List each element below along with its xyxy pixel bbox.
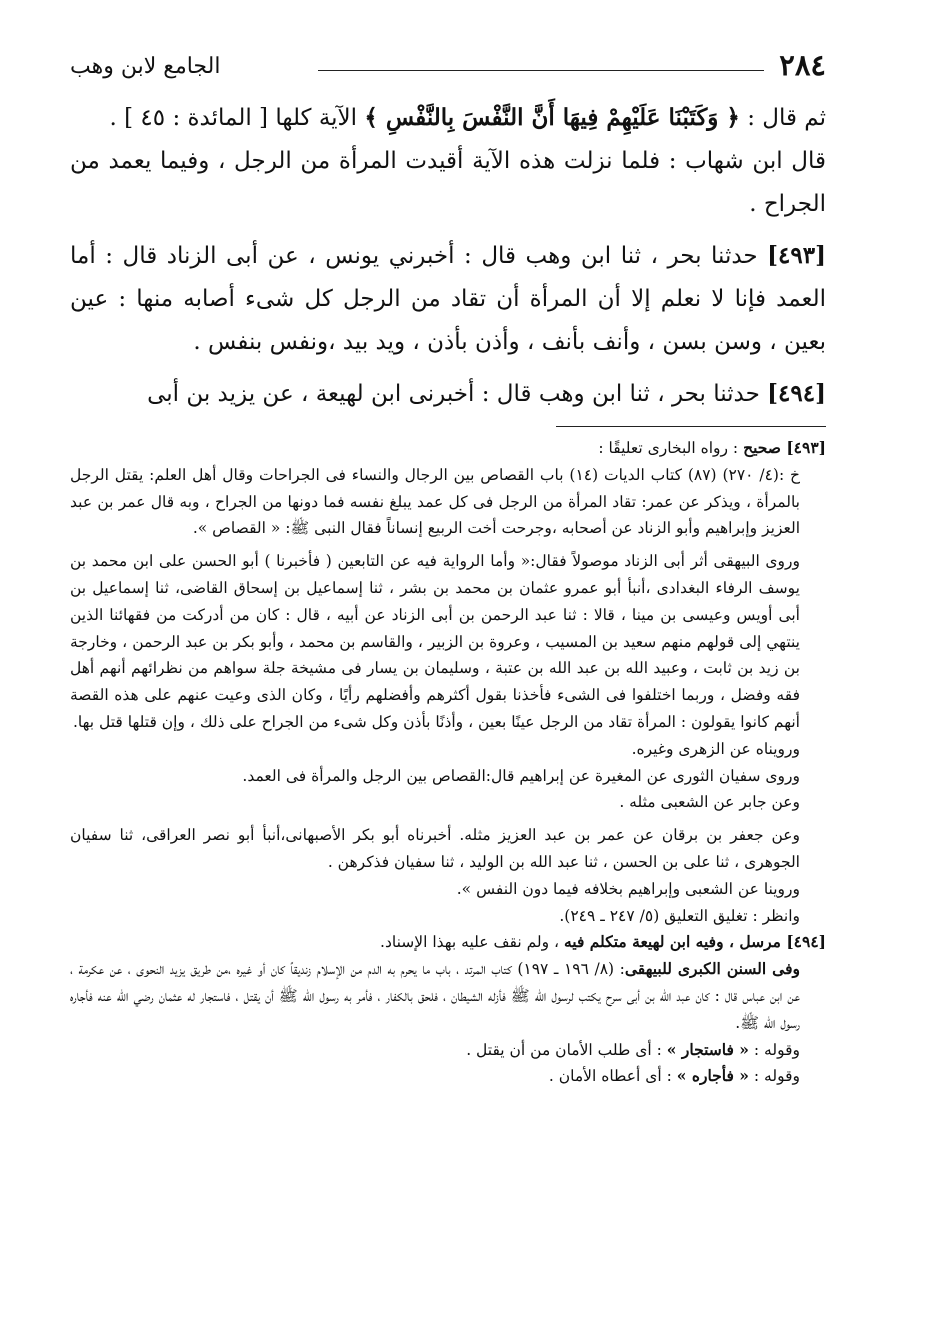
footnote-paragraph: وعن جابر عن الشعبى مثله .: [619, 793, 800, 812]
footnote-paragraph: وروينا عن الشعبى وإبراهيم بخلافه فيما دون النفس ».: [456, 879, 800, 898]
source-title: وفى السنن الكبرى للبيهقى: [624, 959, 800, 979]
page-number: ٢٨٤: [779, 48, 826, 82]
hadith-text: حدثنا بحر ، ثنا ابن وهب قال : أخبرني يونس ، عن أبى الزناد قال : أما العمد فإنا لا نعلم إلا أن المرأة أن تقاد من الرجل كل شىء أصابه منها : عين بعين ، وسن بسن ، وأنف بأنف ، وأذن بأذن ، ويد بيد ،ونفس بنفس .: [70, 243, 826, 355]
text-segment: ثم قال :: [739, 105, 826, 131]
book-title: الجامع لابن وهب: [70, 54, 221, 79]
hadith-text: حدثنا بحر ، ثنا ابن وهب قال : أخبرنى ابن لهيعة ، عن يزيد بن أبى: [147, 381, 768, 407]
hadith-494: [70, 372, 826, 416]
page-header: [70, 48, 826, 88]
paragraph-ibn-shihab: قال ابن شهاب : فلما نزلت هذه الآية أقيدت المرأة من الرجل ، وفيما يعمد من الجراح .: [70, 148, 826, 217]
hadith-number: [٤٩٣]: [767, 242, 826, 269]
footnote-paragraph: وانظر : تغليق التعليق (٥/ ٢٤٧ ـ ٢٤٩).: [559, 906, 800, 925]
text-segment: ، ولم نقف عليه بهذا الإسناد.: [380, 933, 564, 952]
text-segment: وقوله :: [748, 1040, 800, 1059]
footnote-label: [٤٩٤] مرسل ، وفيه ابن لهيعة متكلم فيه: [563, 932, 826, 952]
quoted-term: « فأجاره »: [676, 1066, 749, 1086]
header-rule: [318, 70, 764, 71]
footnote-paragraph: وعن جعفر بن برقان عن عمر بن عبد العزيز مثله. أخبرناه أبو بكر الأصبهانى،أنبأ أبو نصر العراقى، ثنا سفيان الجوهرى ، ثنا على بن الحسن ، ثنا عبد الله بن الوليد ، ثنا سفيان فذكرهن .: [70, 826, 800, 871]
footnote-493-heading: [70, 435, 826, 462]
footnote-label: [٤٩٣] صحيح: [743, 438, 826, 457]
footnotes: [70, 435, 826, 1090]
footnote-paragraph: وروى البيهقى أثر أبى الزناد موصولاً فقال:« وأما الرواية فيه عن التابعين ( فأخبرنا ) أبو الحسن على ابن محمد بن يوسف الرفاء البغدادى ،أنبأ أبو عمرو عثمان بن محمد بن بشر ، ثنا إسماعيل بن إسحاق القاضى، ثنا إسماعيل بن أبى أويس وعيسى بن مينا ، قالا : ثنا عبد الرحمن بن أبى الزناد عن أبيه ، قال : كان من أدركت من فقهائنا الذين ينتهي إلى قولهم منهم سعيد بن المسيب ، وعروة بن الزبير ، والقاسم بن محمد ، وأبو بكر بن عبد الرحمن ، وخارجة بن زيد بن ثابت ، وعبيد الله بن عبد الله بن عتبة ، وسليمان بن يسار فى مشيخة جلة سواهم من نظرائهم أنهم أهل فقه وفضل ، وربما اختلفوا فى الشىء فأخذنا بقول أكثرهم وأفضلهم رأيًا ، وكان الذى وعيت عنهم على هذه القصة أنهم كانوا يقولون : المرأة تقاد من الرجل عينًا بعين ، وأذنًا بأذن وكل شىء من الجراح على ذلك ، وإن قتلها قتل بها.: [70, 552, 800, 731]
footnote-paragraph: ورويناه عن الزهرى وغيره.: [631, 739, 800, 758]
footnote-paragraph: [70, 956, 826, 1036]
footnote-paragraph: وروى سفيان الثورى عن المغيرة عن إبراهيم قال:القصاص بين الرجل والمرأة فى العمد.: [242, 766, 800, 785]
text-segment: : أى أعطاه الأمان .: [548, 1067, 677, 1086]
footnote-paragraph: [70, 1037, 826, 1064]
main-text: [70, 96, 826, 416]
footnote-divider: [556, 426, 826, 427]
text-segment: : رواه البخارى تعليقًا :: [598, 439, 744, 457]
footnote-paragraph: [70, 1063, 826, 1090]
text-segment: وقوله :: [748, 1067, 800, 1086]
footnote-paragraph: خ :(٤/ ٢٧٠) (٨٧) كتاب الديات (١٤) باب القصاص بين الرجال والنساء فى الجراحات وقال أهل العلم: يقتل الرجل بالمرأة ، ويذكر عن عمر: تقاد المرأة من الرجل فى كل عمد يبلغ نفسه فما دونها من الجراح ، وبه قال عمر بن عبد العزيز وإبراهيم وأبو الزناد عن أصحابه ،وجرحت أخت الربيع إنساناً فقال النبى ﷺ: « القصاص ».: [70, 465, 801, 538]
text-segment: الآية كلها [ المائدة : ٤٥ ] .: [109, 105, 365, 131]
footnote-494-heading: [70, 929, 826, 956]
book-page: [70, 48, 826, 1090]
quoted-term: « فاستجار »: [666, 1039, 749, 1059]
hadith-number: [٤٩٤]: [767, 380, 826, 407]
text-segment: : (٨/ ١٩٦ ـ ١٩٧) كتاب المرتد ، باب ما يحرم به الدم من الإسلام زنديقاً كان أو غيره ،من طريق يزيد النحوى ، عن عكرمة ، عن ابن عباس قال : كان عبد الله بن أبى سرح يكتب لرسول الله ﷺ فأزله الشيطان ، فلحق بالكفار ، فأمر به رسول الله ﷺ أن يقتل ، فاستجار له عثمان رضي الله عنه فأجاره رسول الله ﷺ.: [70, 960, 800, 1032]
hadith-493: [70, 234, 826, 364]
paragraph-quran-citation: [70, 96, 826, 140]
text-segment: : أى طلب الأمان من أن يقتل .: [466, 1040, 667, 1059]
quran-verse: ﴿ وَكَتَبْنَا عَلَيْهِمْ فِيهَا أَنَّ النَّفْسَ بِالنَّفْسِ ﴾: [364, 104, 740, 131]
